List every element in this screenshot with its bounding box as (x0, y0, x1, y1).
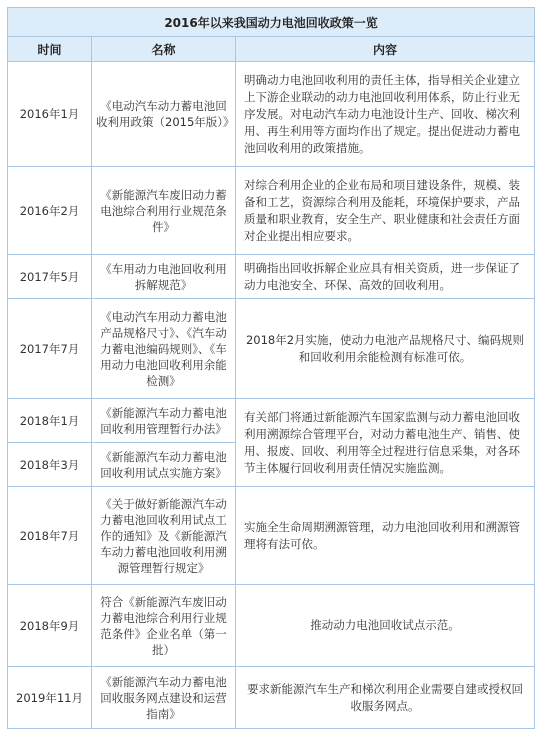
row-name: 《车用动力电池回收利用拆解规范》 (92, 255, 236, 299)
row-name: 《新能源汽车动力蓄电池回收利用管理暂行办法》 (92, 399, 236, 443)
table-header-row (8, 37, 535, 62)
row-time: 2018年1月 (8, 399, 92, 443)
row-time: 2016年2月 (8, 167, 92, 255)
table-title: 2016年以来我国动力电池回收政策一览 (8, 8, 535, 37)
table-row (8, 255, 535, 299)
row-name: 《关于做好新能源汽车动力蓄电池回收利用试点工作的通知》及《新能源汽车动力蓄电池回收利用溯源管理暂行规定》 (92, 487, 236, 585)
row-content: 实施全生命周期溯源管理，动力电池回收利用和溯源管理将有法可依。 (236, 487, 535, 585)
table-row (8, 167, 535, 255)
row-name: 《新能源汽车动力蓄电池回收利用试点实施方案》 (92, 443, 236, 487)
row-content: 推动动力电池回收试点示范。 (236, 585, 535, 667)
header-name: 名称 (92, 37, 236, 62)
row-name: 符合《新能源汽车废旧动力蓄电池综合利用行业规范条件》企业名单（第一批） (92, 585, 236, 667)
table-row (8, 667, 535, 729)
row-content: 明确动力电池回收利用的责任主体，指导相关企业建立上下游企业联动的动力电池回收利用体系，防止行业无序发展。对电动汽车动力电池设计生产、回收、梯次利用、再生利用等方面均作出了规定。提出促进动力蓄电池回收利用的政策措施。 (236, 62, 535, 167)
row-content: 要求新能源汽车生产和梯次利用企业需要自建或授权回收服务网点。 (236, 667, 535, 729)
row-time: 2016年1月 (8, 62, 92, 167)
table-row (8, 585, 535, 667)
header-content: 内容 (236, 37, 535, 62)
row-content: 对综合利用企业的企业布局和项目建设条件，规模、装备和工艺，资源综合利用及能耗，环境保护要求，产品质量和职业教育，安全生产、职业健康和社会责任方面对企业提出相应要求。 (236, 167, 535, 255)
table-row (8, 62, 535, 167)
row-content: 有关部门将通过新能源汽车国家监测与动力蓄电池回收利用溯源综合管理平台，对动力蓄电池生产、销售、使用、报废、回收、利用等全过程进行信息采集，对各环节主体履行回收利用责任情况实施监测。 (236, 399, 535, 487)
row-name: 《电动汽车用动力蓄电池产品规格尺寸》、《汽车动力蓄电池编码规则》、《车用动力电池回收利用余能检测》 (92, 299, 236, 399)
row-content: 明确指出回收拆解企业应具有相关资质，进一步保证了动力电池安全、环保、高效的回收利用。 (236, 255, 535, 299)
row-time: 2017年7月 (8, 299, 92, 399)
table-row (8, 299, 535, 399)
policy-table-container (7, 7, 534, 729)
row-name: 《新能源汽车废旧动力蓄电池综合利用行业规范条件》 (92, 167, 236, 255)
row-name: 《电动汽车动力蓄电池回收利用政策（2015年版）》 (92, 62, 236, 167)
row-content: 2018年2月实施，使动力电池产品规格尺寸、编码规则和回收利用余能检测有标准可依。 (236, 299, 535, 399)
policy-table (7, 7, 535, 729)
row-time: 2018年3月 (8, 443, 92, 487)
row-time: 2017年5月 (8, 255, 92, 299)
header-time: 时间 (8, 37, 92, 62)
table-row (8, 399, 535, 443)
row-time: 2018年7月 (8, 487, 92, 585)
row-time: 2019年11月 (8, 667, 92, 729)
row-time: 2018年9月 (8, 585, 92, 667)
table-row (8, 487, 535, 585)
row-name: 《新能源汽车动力蓄电池回收服务网点建设和运营指南》 (92, 667, 236, 729)
